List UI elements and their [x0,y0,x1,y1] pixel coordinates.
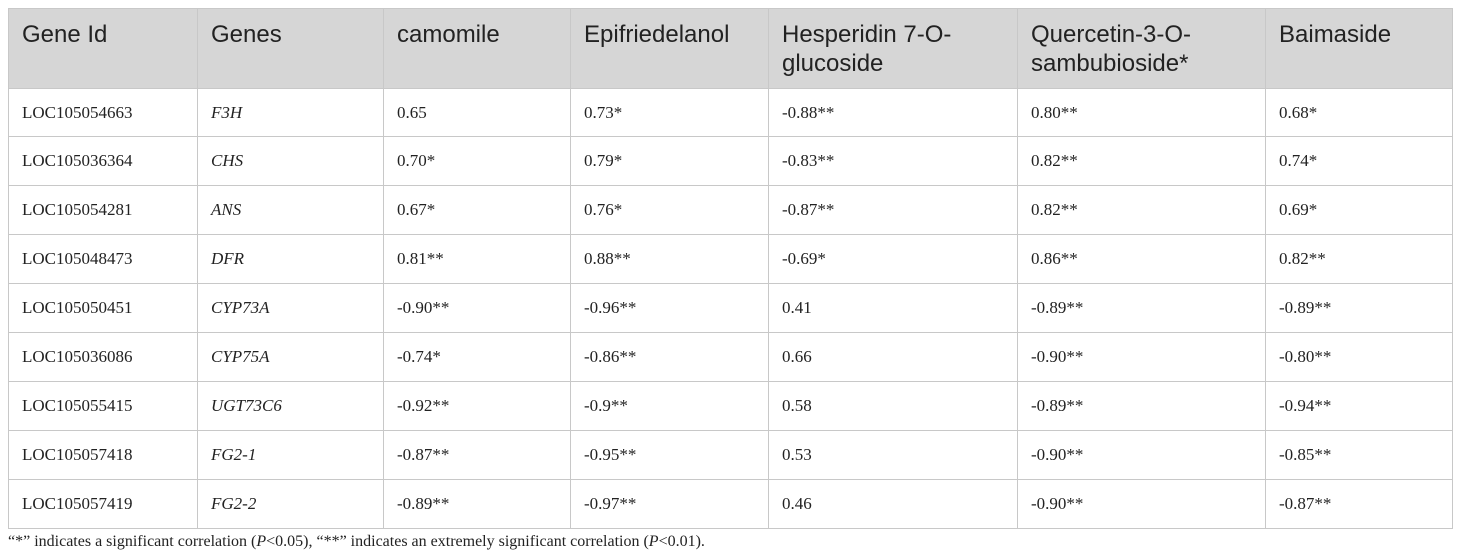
cell-hesperidin: -0.83** [769,137,1018,186]
cell-gene-id: LOC105036364 [9,137,198,186]
cell-hesperidin: -0.87** [769,186,1018,235]
cell-quercetin: -0.90** [1018,431,1266,480]
cell-epifriedelanol: -0.95** [571,431,769,480]
correlation-table-container [8,8,1452,529]
cell-quercetin: -0.89** [1018,382,1266,431]
footnote-text-3: <0.01). [658,533,705,550]
cell-epifriedelanol: -0.96** [571,284,769,333]
header-gene-id: Gene Id [9,9,198,89]
cell-camomile: -0.87** [384,431,571,480]
table-row [9,431,1453,480]
header-genes: Genes [198,9,384,89]
cell-epifriedelanol: -0.9** [571,382,769,431]
cell-camomile: -0.92** [384,382,571,431]
table-footnote [8,533,705,551]
cell-gene: FG2-2 [198,480,384,529]
cell-gene: CYP73A [198,284,384,333]
footnote-text-1: “*” indicates a significant correlation ( [8,533,257,550]
footnote-p-symbol-1: P [256,533,267,550]
cell-hesperidin: 0.58 [769,382,1018,431]
cell-gene: DFR [198,235,384,284]
cell-baimaside: -0.94** [1266,382,1453,431]
cell-epifriedelanol: 0.73* [571,89,769,137]
cell-baimaside: 0.69* [1266,186,1453,235]
table-row [9,382,1453,431]
cell-gene-id: LOC105050451 [9,284,198,333]
cell-baimaside: -0.85** [1266,431,1453,480]
cell-gene-id: LOC105048473 [9,235,198,284]
cell-baimaside: 0.74* [1266,137,1453,186]
cell-quercetin: 0.82** [1018,186,1266,235]
header-epifriedelanol: Epifriedelanol [571,9,769,89]
cell-gene-id: LOC105054281 [9,186,198,235]
table-row [9,284,1453,333]
cell-baimaside: 0.82** [1266,235,1453,284]
correlation-table [8,8,1453,529]
cell-hesperidin: 0.46 [769,480,1018,529]
cell-gene: ANS [198,186,384,235]
table-header-row [9,9,1453,89]
footnote-p-symbol-2: P [648,533,659,550]
cell-epifriedelanol: -0.86** [571,333,769,382]
cell-baimaside: -0.89** [1266,284,1453,333]
cell-gene-id: LOC105036086 [9,333,198,382]
cell-gene-id: LOC105057418 [9,431,198,480]
cell-camomile: 0.70* [384,137,571,186]
cell-gene: UGT73C6 [198,382,384,431]
header-hesperidin: Hesperidin 7-O-glucoside [769,9,1018,89]
cell-quercetin: -0.89** [1018,284,1266,333]
cell-baimaside: -0.80** [1266,333,1453,382]
footnote-text-2: <0.05), “**” indicates an extremely significant correlation ( [266,533,649,550]
cell-quercetin: 0.80** [1018,89,1266,137]
cell-hesperidin: -0.69* [769,235,1018,284]
cell-camomile: 0.81** [384,235,571,284]
cell-camomile: -0.89** [384,480,571,529]
cell-quercetin: -0.90** [1018,333,1266,382]
cell-epifriedelanol: -0.97** [571,480,769,529]
cell-baimaside: 0.68* [1266,89,1453,137]
cell-camomile: -0.90** [384,284,571,333]
header-quercetin: Quercetin-3-O-sambubioside* [1018,9,1266,89]
table-row [9,333,1453,382]
header-baimaside: Baimaside [1266,9,1453,89]
cell-hesperidin: -0.88** [769,89,1018,137]
cell-baimaside: -0.87** [1266,480,1453,529]
cell-gene: FG2-1 [198,431,384,480]
table-row [9,186,1453,235]
cell-camomile: 0.67* [384,186,571,235]
cell-gene-id: LOC105057419 [9,480,198,529]
cell-hesperidin: 0.41 [769,284,1018,333]
cell-epifriedelanol: 0.76* [571,186,769,235]
cell-camomile: -0.74* [384,333,571,382]
cell-hesperidin: 0.66 [769,333,1018,382]
cell-gene-id: LOC105055415 [9,382,198,431]
cell-epifriedelanol: 0.79* [571,137,769,186]
cell-quercetin: 0.82** [1018,137,1266,186]
cell-quercetin: 0.86** [1018,235,1266,284]
cell-gene: F3H [198,89,384,137]
cell-gene: CYP75A [198,333,384,382]
table-body [9,89,1453,529]
cell-gene-id: LOC105054663 [9,89,198,137]
table-row [9,137,1453,186]
table-row [9,235,1453,284]
table-row [9,480,1453,529]
header-camomile: camomile [384,9,571,89]
cell-gene: CHS [198,137,384,186]
cell-epifriedelanol: 0.88** [571,235,769,284]
cell-hesperidin: 0.53 [769,431,1018,480]
table-row [9,89,1453,137]
cell-quercetin: -0.90** [1018,480,1266,529]
cell-camomile: 0.65 [384,89,571,137]
